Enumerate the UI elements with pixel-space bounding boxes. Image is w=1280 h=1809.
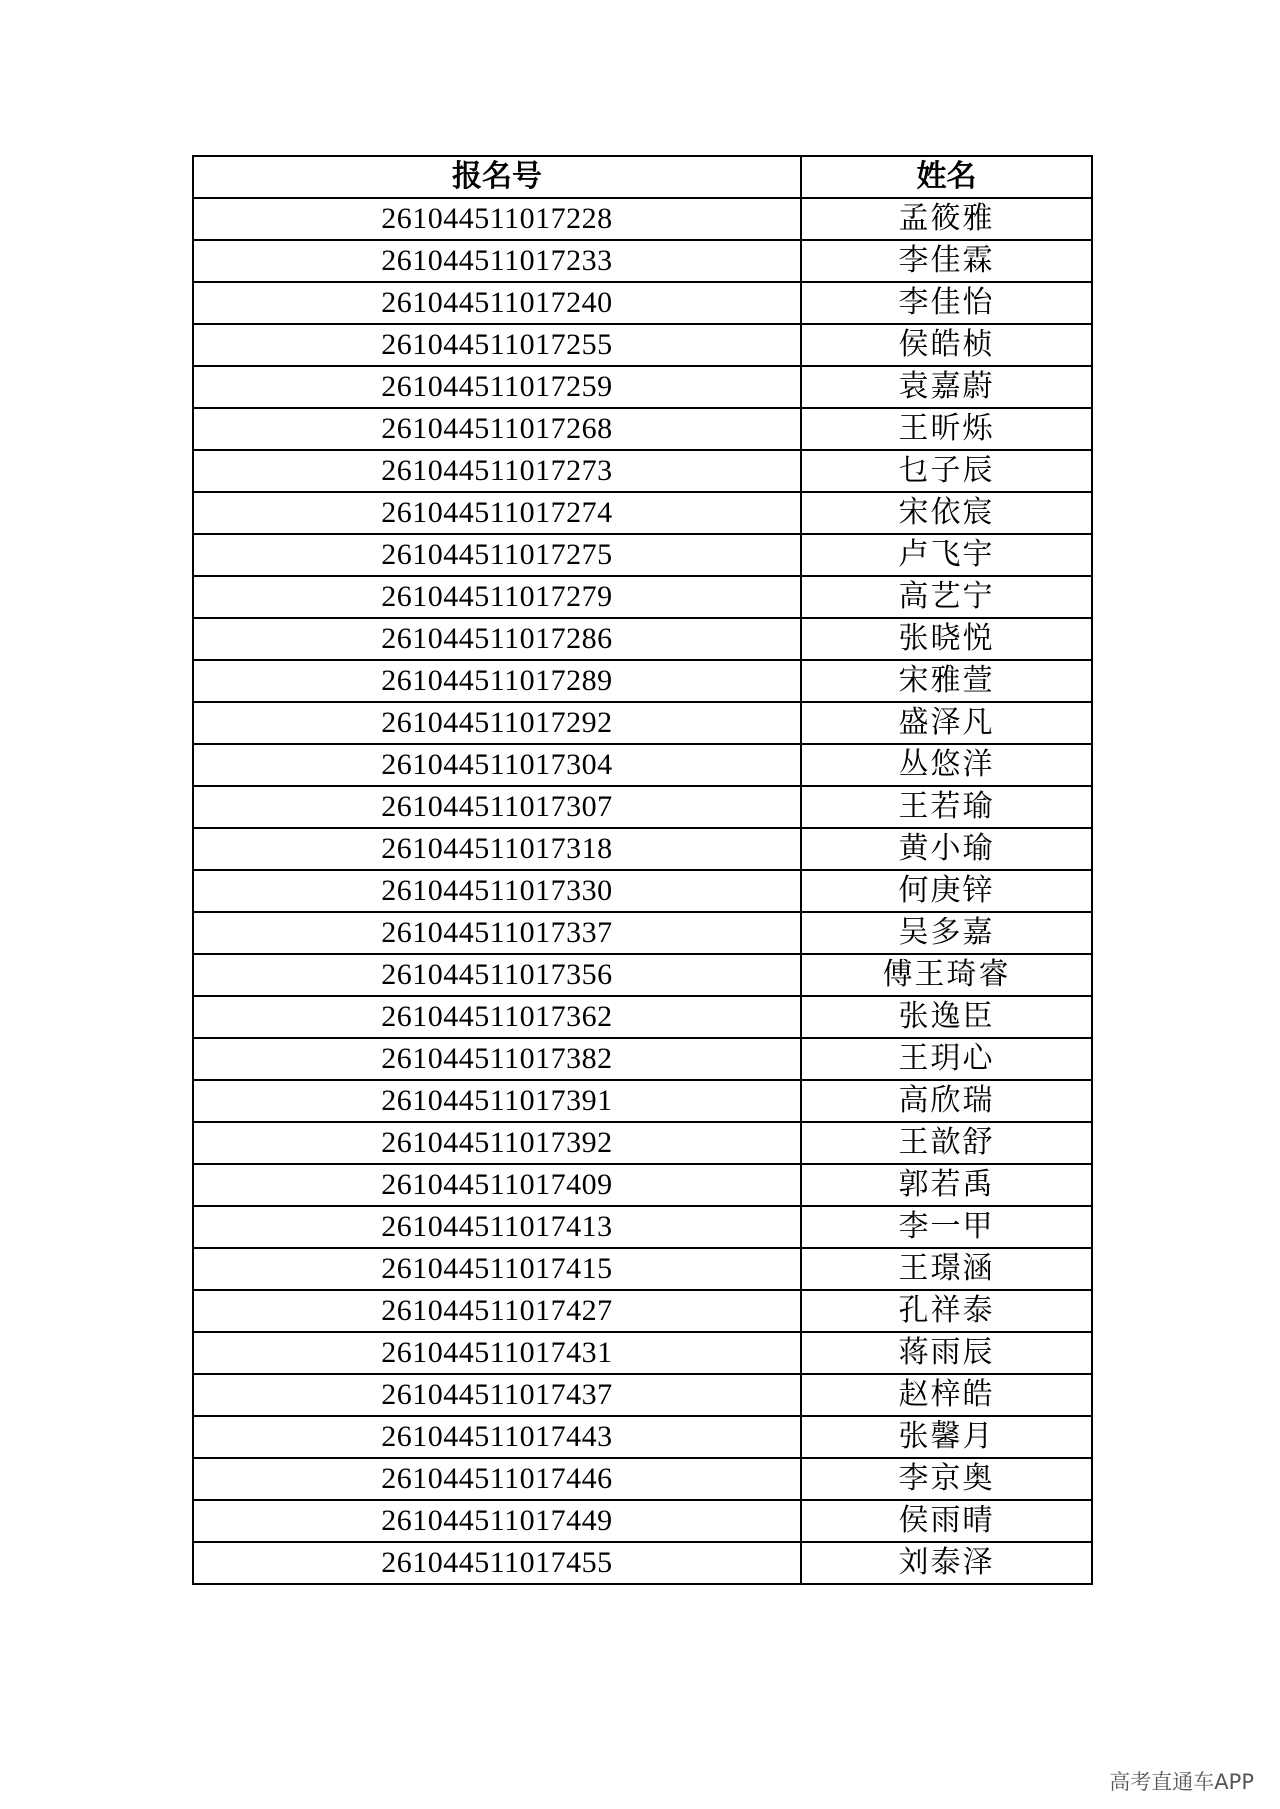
name-cell: 郭若禹 (801, 1164, 1092, 1206)
name-cell: 李佳怡 (801, 282, 1092, 324)
table-row (193, 1542, 1092, 1584)
name-cell: 张馨月 (801, 1416, 1092, 1458)
name-cell: 李佳霖 (801, 240, 1092, 282)
registration-number-cell: 261044511017307 (193, 786, 801, 828)
name-cell: 李京奥 (801, 1458, 1092, 1500)
table-row (193, 1458, 1092, 1500)
registration-number-cell: 261044511017304 (193, 744, 801, 786)
registration-number-cell: 261044511017356 (193, 954, 801, 996)
registration-number-cell: 261044511017275 (193, 534, 801, 576)
table-row (193, 1122, 1092, 1164)
name-cell: 盛泽凡 (801, 702, 1092, 744)
header-row (193, 156, 1092, 198)
registration-number-cell: 261044511017240 (193, 282, 801, 324)
table-row (193, 702, 1092, 744)
name-cell: 何庚锌 (801, 870, 1092, 912)
table-row (193, 1332, 1092, 1374)
table-row (193, 1290, 1092, 1332)
table-row (193, 576, 1092, 618)
registration-number-cell: 261044511017279 (193, 576, 801, 618)
table-row (193, 408, 1092, 450)
watermark: 高考直通车APP (1109, 1770, 1254, 1794)
table-row (193, 912, 1092, 954)
registration-number-cell: 261044511017289 (193, 660, 801, 702)
registration-number-cell: 261044511017286 (193, 618, 801, 660)
name-cell: 孔祥泰 (801, 1290, 1092, 1332)
name-cell: 王璟涵 (801, 1248, 1092, 1290)
name-cell: 黄小瑜 (801, 828, 1092, 870)
name-cell: 王昕烁 (801, 408, 1092, 450)
table-row (193, 534, 1092, 576)
table-row (193, 786, 1092, 828)
name-cell: 高艺宁 (801, 576, 1092, 618)
registration-number-cell: 261044511017409 (193, 1164, 801, 1206)
registration-number-cell: 261044511017415 (193, 1248, 801, 1290)
name-cell: 侯皓桢 (801, 324, 1092, 366)
registration-number-cell: 261044511017382 (193, 1038, 801, 1080)
table-row (193, 1164, 1092, 1206)
name-cell: 李一甲 (801, 1206, 1092, 1248)
table-row (193, 660, 1092, 702)
name-cell: 孟筱雅 (801, 198, 1092, 240)
name-cell: 傅王琦睿 (801, 954, 1092, 996)
table-row (193, 1080, 1092, 1122)
table-row (193, 1374, 1092, 1416)
table-body (193, 198, 1092, 1584)
registration-number-cell: 261044511017233 (193, 240, 801, 282)
registration-number-cell: 261044511017274 (193, 492, 801, 534)
table-row (193, 240, 1092, 282)
table-row (193, 870, 1092, 912)
registration-number-cell: 261044511017273 (193, 450, 801, 492)
name-cell: 赵梓皓 (801, 1374, 1092, 1416)
table-row (193, 618, 1092, 660)
name-cell: 宋雅萱 (801, 660, 1092, 702)
table-row (193, 450, 1092, 492)
table-header (193, 156, 1092, 198)
registration-number-cell: 261044511017255 (193, 324, 801, 366)
header-registration-number: 报名号 (193, 156, 801, 198)
name-cell: 蒋雨辰 (801, 1332, 1092, 1374)
registration-number-cell: 261044511017259 (193, 366, 801, 408)
name-cell: 侯雨晴 (801, 1500, 1092, 1542)
registration-number-cell: 261044511017443 (193, 1416, 801, 1458)
registration-number-cell: 261044511017362 (193, 996, 801, 1038)
name-cell: 王若瑜 (801, 786, 1092, 828)
registration-number-cell: 261044511017228 (193, 198, 801, 240)
table-row (193, 1248, 1092, 1290)
registration-number-cell: 261044511017431 (193, 1332, 801, 1374)
registration-number-cell: 261044511017330 (193, 870, 801, 912)
name-cell: 宋依宸 (801, 492, 1092, 534)
table-row (193, 1206, 1092, 1248)
table-row (193, 954, 1092, 996)
table-row (193, 282, 1092, 324)
table-row (193, 1500, 1092, 1542)
name-cell: 王玥心 (801, 1038, 1092, 1080)
name-cell: 卢飞宇 (801, 534, 1092, 576)
table-row (193, 198, 1092, 240)
registration-number-cell: 261044511017392 (193, 1122, 801, 1164)
registration-number-cell: 261044511017449 (193, 1500, 801, 1542)
name-cell: 张逸臣 (801, 996, 1092, 1038)
name-cell: 张晓悦 (801, 618, 1092, 660)
table-row (193, 1038, 1092, 1080)
registration-number-cell: 261044511017318 (193, 828, 801, 870)
registration-number-cell: 261044511017391 (193, 1080, 801, 1122)
registration-number-cell: 261044511017427 (193, 1290, 801, 1332)
table-row (193, 744, 1092, 786)
roster-table (192, 155, 1093, 1585)
table-row (193, 492, 1092, 534)
name-cell: 王歆舒 (801, 1122, 1092, 1164)
name-cell: 丛悠洋 (801, 744, 1092, 786)
name-cell: 乜子辰 (801, 450, 1092, 492)
name-cell: 刘泰泽 (801, 1542, 1092, 1584)
registration-number-cell: 261044511017413 (193, 1206, 801, 1248)
table-row (193, 828, 1092, 870)
registration-number-cell: 261044511017446 (193, 1458, 801, 1500)
name-cell: 吴多嘉 (801, 912, 1092, 954)
registration-number-cell: 261044511017292 (193, 702, 801, 744)
header-name: 姓名 (801, 156, 1092, 198)
table-row (193, 1416, 1092, 1458)
registration-number-cell: 261044511017437 (193, 1374, 801, 1416)
registration-number-cell: 261044511017455 (193, 1542, 801, 1584)
name-cell: 高欣瑞 (801, 1080, 1092, 1122)
table-row (193, 996, 1092, 1038)
table-row (193, 366, 1092, 408)
registration-number-cell: 261044511017268 (193, 408, 801, 450)
name-cell: 袁嘉蔚 (801, 366, 1092, 408)
registration-number-cell: 261044511017337 (193, 912, 801, 954)
table-row (193, 324, 1092, 366)
